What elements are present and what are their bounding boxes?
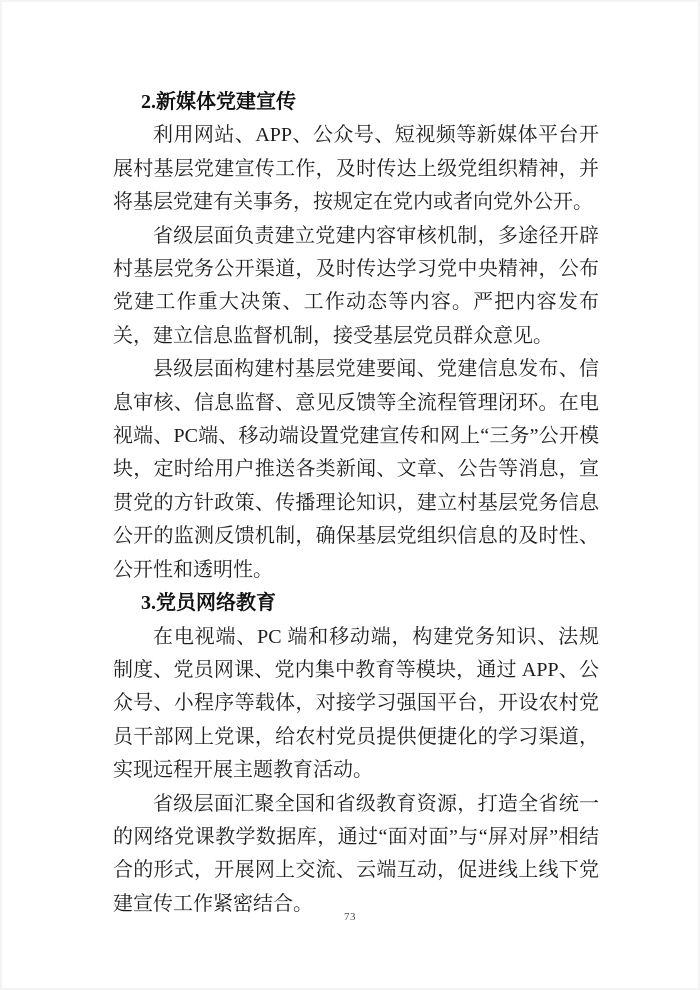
paragraph: 在电视端、PC 端和移动端，构建党务知识、法规制度、党员网课、党内集中教育等模块，通过 APP、公众号、小程序等载体，对接学习强国平台，开设农村党员干部网上党课，给农村党员提供便捷化的学习渠道，实现远程开展主题教育活动。 xyxy=(113,625,599,782)
paragraph: 县级层面构建村基层党建要闻、党建信息发布、信息审核、信息监督、意见反馈等全流程管理闭环。在电视端、PC端、移动端设置党建宣传和网上“三务”公开模块，定时给用户推送各类新闻、文章、公告等消息，宣贯党的方针政策、传播理论知识，建立村基层党务信息公开的监测反馈机制，确保基层党组织信息的及时性、公开性和透明性。 xyxy=(113,358,599,581)
section-heading-new-media: 2.新媒体党建宣传 xyxy=(141,91,296,113)
paragraph: 利用网站、APP、公众号、短视频等新媒体平台开展村基层党建宣传工作，及时传达上级党组织精神，并将基层党建有关事务，按规定在党内或者向党外公开。 xyxy=(113,124,599,214)
page-number: 73 xyxy=(344,911,356,923)
document-content xyxy=(113,86,599,921)
section-heading-online-education: 3.党员网络教育 xyxy=(141,592,276,615)
paragraph: 省级层面汇聚全国和省级教育资源，打造全省统一的网络党课教学数据库，通过“面对面”与“屏对屏”相结合的形式，开展网上交流、云端互动，促进线上线下党建宣传工作紧密结合。 xyxy=(113,792,599,915)
paragraph: 省级层面负责建立党建内容审核机制，多途径开辟村基层党务公开渠道，及时传达学习党中央精神，公布党建工作重大决策、工作动态等内容。严把内容发布关，建立信息监督机制，接受基层党员群众意见。 xyxy=(113,224,599,347)
